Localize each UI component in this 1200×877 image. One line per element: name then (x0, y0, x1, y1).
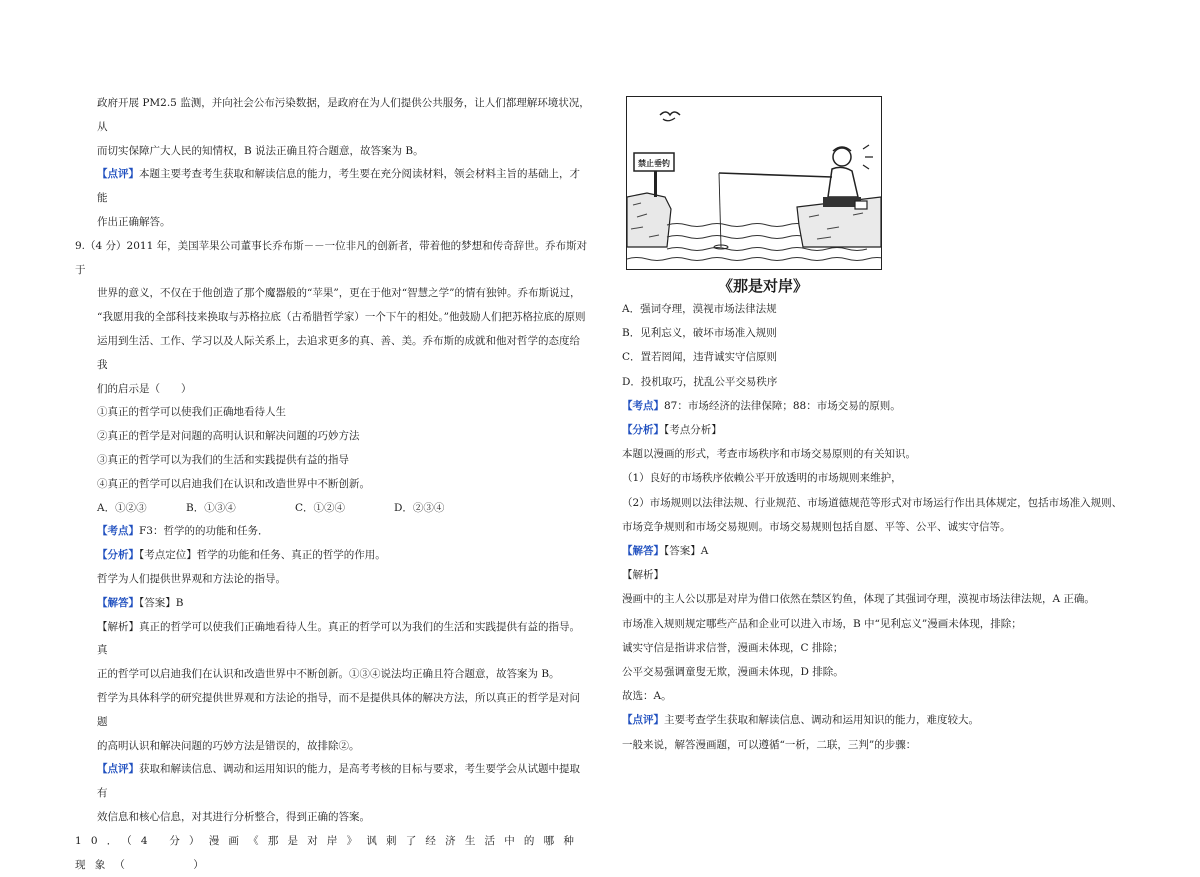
jieda-tag: 【解答】 (97, 596, 139, 609)
text-line: 漫画中的主人公以那是对岸为借口依然在禁区钓鱼，体现了其强词夺理，漠视市场法律法规，A 正确。 (622, 593, 1095, 606)
text-line: 哲学为人们提供世界观和方法论的指导。 (97, 572, 286, 585)
q9-statement-3: ③真正的哲学可以为我们的生活和实践提供有益的指导 (97, 453, 349, 466)
text-line: 世界的意义，不仅在于他创造了那个魔器般的“苹果”，更在于他对“智慧之学”的情有独钟。乔布斯说过， (97, 287, 581, 300)
option-c: C．置若罔闻，违背诚实守信原则 (622, 351, 778, 364)
right-column (622, 297, 1130, 757)
question-10-stem: 10．（4 分）漫画《那是对岸》讽刺了经济生活中的哪种现象（ ） (75, 834, 584, 871)
jieda-paragraph (88, 592, 590, 616)
text-line: 哲学为具体科学的研究提供世界观和方法论的指导，而不是提供具体的解决方法，所以真正的哲学是对问题 (97, 691, 580, 728)
kaodian-paragraph (88, 520, 590, 544)
review-paragraph (622, 708, 1130, 732)
sign-text: 禁止垂钓 (638, 159, 670, 168)
jieda-text: 【答案】A (664, 545, 709, 558)
review-tag: 【点评】 (97, 168, 139, 181)
review-tag: 【点评】 (622, 714, 664, 727)
bucket (855, 201, 867, 209)
text-line: 运用到生活、工作、学习以及人际关系上，去追求更多的真、善、美。乔布斯的成就和他对哲学的态度给我 (97, 334, 580, 371)
kaodian-text: F3：哲学的的功能和任务． (139, 525, 269, 538)
text-line: 正的哲学可以启迪我们在认识和改造世界中不断创新。①③④说法均正确且符合题意，故答案为 B。 (97, 668, 560, 681)
fenxi-text: 【考点分析】 (664, 424, 722, 437)
kaodian-paragraph (622, 394, 1130, 418)
choice-d: D．②③④ (394, 501, 445, 514)
left-column (75, 92, 590, 877)
text-line: 而切实保障广大人民的知情权，B 说法正确且符合题意，故答案为 B。 (97, 144, 424, 157)
jieda-text: 【答案】B (139, 596, 184, 609)
bird-icon (660, 112, 680, 115)
text-line: 们的启示是（ ） (97, 382, 192, 395)
text-line: 政府开展 PM2.5 监测，并向社会公布污染数据，是政府在为人们提供公共服务，让人们都理解环境状况，从 (97, 97, 590, 133)
choice-b: B．①③④ (186, 501, 236, 514)
cartoon-drawing (627, 97, 881, 269)
cartoon-caption: 《那是对岸》 (717, 277, 808, 295)
fisherman-head (833, 148, 851, 166)
choice-a: A．①②③ (97, 501, 147, 514)
fenxi-tag: 【分析】 (622, 424, 664, 437)
kaodian-text: 87：市场经济的法律保障；88：市场交易的原则。 (664, 399, 901, 412)
question-9-stem: 9.（4 分）2011 年，美国苹果公司董事长乔布斯－－一位非凡的创新者，带着他的梦想和传奇辞世。乔布斯对于 (75, 239, 588, 276)
review-paragraph (88, 758, 590, 806)
option-d: D．投机取巧，扰乱公平交易秩序 (622, 375, 778, 388)
fenxi-tag: 【分析】 (97, 549, 139, 562)
text-line: 市场准入规则规定哪些产品和企业可以进入市场，B 中“见利忘义”漫画未体现，排除； (622, 617, 1022, 630)
review-text: 主要考查学生获取和解读信息、调动和运用知识的能力，难度较大。 (664, 714, 979, 727)
jieda-paragraph (622, 539, 1130, 563)
text-line: 公平交易强调童叟无欺，漫画未体现，D 排除。 (622, 666, 844, 679)
text-line: 诚实守信是指讲求信誉，漫画未体现，C 排除； (622, 641, 844, 654)
jieda-tag: 【解答】 (622, 545, 664, 558)
review-text: 获取和解读信息、调动和运用知识的能力，是高考考核的目标与要求，考生要学会从试题中提取有 (97, 763, 580, 800)
option-a: A．强词夺理，漠视市场法律法规 (622, 303, 777, 315)
cartoon-image (626, 96, 882, 270)
text-line: 的高明认识和解决问题的巧妙方法是错误的，故排除②。 (97, 739, 360, 752)
option-b: B．见利忘义，破坏市场准入规则 (622, 327, 777, 340)
sign-post (654, 169, 657, 197)
text-line: 本题以漫画的形式，考查市场秩序和市场交易原则的有关知识。 (622, 448, 916, 461)
q9-statement-2: ②真正的哲学是对问题的高明认识和解决问题的巧妙方法 (97, 430, 360, 443)
text-line: （2）市场规则以法律法规、行业规范、市场道德规范等形式对市场运行作出具体规定，包括市场准入规则、 (622, 496, 1123, 509)
fisherman-body (828, 167, 858, 197)
text-line: 作出正确解答。 (97, 215, 171, 228)
fenxi-text: 【考点定位】哲学的功能和任务、真正的哲学的作用。 (139, 549, 386, 562)
text-line: 市场竞争规则和市场交易规则。市场交易规则包括自愿、平等、公平、诚实守信等。 (622, 520, 1011, 533)
text-line: 效信息和核心信息，对其进行分析整合，得到正确的答案。 (97, 810, 370, 823)
text-line: （1）良好的市场秩序依赖公平开放透明的市场规则来维护， (622, 472, 902, 485)
review-tag: 【点评】 (97, 763, 139, 776)
review-paragraph (88, 163, 590, 211)
fenxi-paragraph (622, 418, 1130, 442)
review-text: 本题主要考查考生获取和解读信息的能力，考生要在充分阅读材料，领会材料主旨的基础上，才能 (97, 168, 580, 205)
text-line: 【解析】 (622, 569, 664, 582)
q9-statement-4: ④真正的哲学可以启迪我们在认识和改造世界中不断创新。 (97, 477, 370, 490)
text-line: 一般来说，解答漫画题，可以遵循“一析，二联，三判”的步骤： (622, 738, 917, 751)
choice-c: C．①②④ (295, 501, 346, 514)
text-line: 故选：A。 (622, 690, 672, 703)
q9-choices (88, 497, 590, 521)
q9-statement-1: ①真正的哲学可以使我们正确地看待人生 (97, 406, 286, 419)
text-line: “我愿用我的全部科技来换取与苏格拉底（古希腊哲学家）一个下午的相处。”他鼓励人们把苏格拉底的原则 (97, 311, 586, 324)
fishing-rod (719, 173, 832, 177)
text-line: 【解析】真正的哲学可以使我们正确地看待人生。真正的哲学可以为我们的生活和实践提供有益的指导。真 (97, 620, 580, 657)
left-bank (627, 193, 671, 247)
kaodian-tag: 【考点】 (622, 399, 664, 412)
kaodian-tag: 【考点】 (97, 525, 139, 538)
fenxi-paragraph (88, 544, 590, 568)
